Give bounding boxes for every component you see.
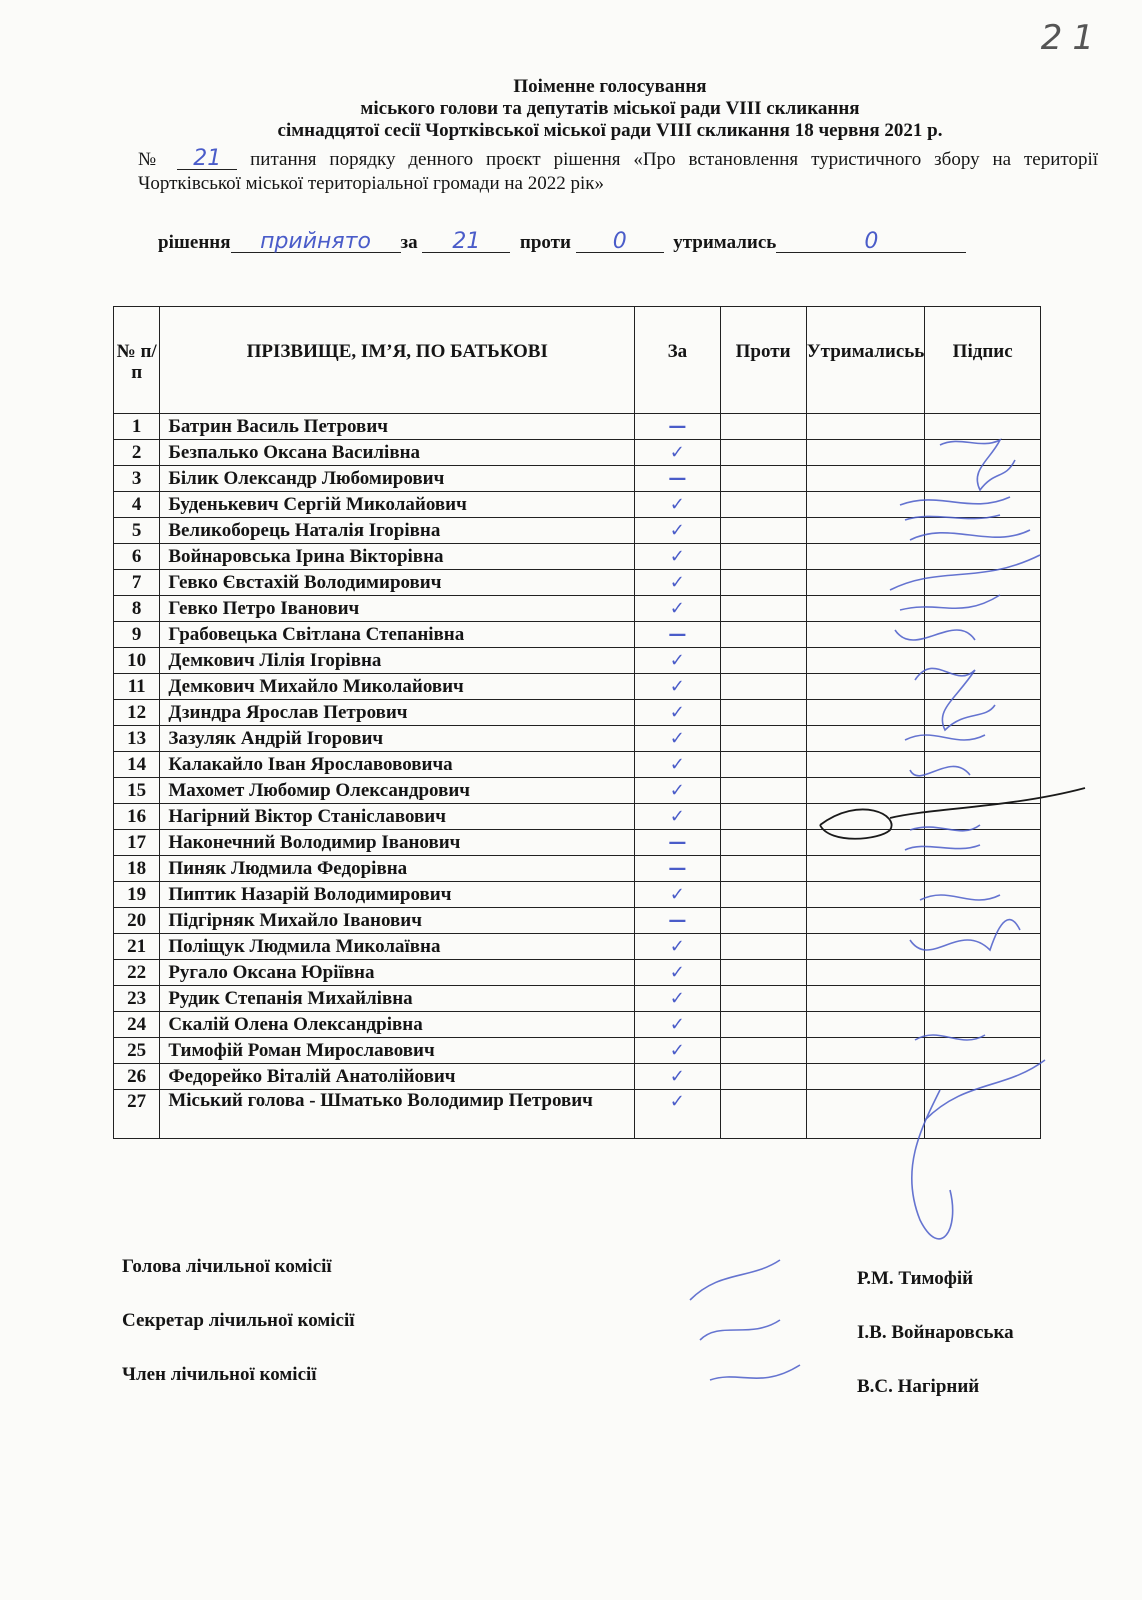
row-number: 25 <box>114 1038 160 1064</box>
signature-cell <box>925 492 1041 518</box>
header-session: сімнадцятої сесії Чортківської міської ради VIII скликання 18 червня 2021 р. <box>277 120 943 141</box>
col-against: Проти <box>720 307 806 414</box>
table-row <box>114 934 1041 960</box>
header-title: Поіменне голосування <box>513 76 707 97</box>
row-number: 17 <box>114 830 160 856</box>
vote-abstain-cell <box>806 726 925 752</box>
agenda-text: питання порядку денного проєкт рішення «Про встановлення туристичного збору на території Чортківської міської територіальної громади на 2022 рік» <box>138 149 1099 194</box>
against-count: 0 <box>576 232 664 253</box>
table-row <box>114 414 1041 440</box>
table-row <box>114 544 1041 570</box>
vote-abstain-cell <box>806 596 925 622</box>
vote-for-mark: — <box>635 908 720 934</box>
decision-result: прийнято <box>231 232 401 253</box>
col-signature: Підпис <box>925 307 1041 414</box>
header-subtitle: міського голови та депутатів міської ради VIII скликання <box>360 98 860 119</box>
vote-for-mark: ✓ <box>635 492 720 518</box>
vote-abstain-cell <box>806 908 925 934</box>
deputy-name: Рудик Степанія Михайлівна <box>160 986 635 1012</box>
signature-cell <box>925 1012 1041 1038</box>
deputy-name: Войнаровська Ірина Вікторівна <box>160 544 635 570</box>
vote-against-cell <box>720 492 806 518</box>
deputy-name: Пиптик Назарій Володимирович <box>160 882 635 908</box>
vote-against-cell <box>720 1012 806 1038</box>
vote-against-cell <box>720 752 806 778</box>
vote-abstain-cell <box>806 544 925 570</box>
table-row <box>114 440 1041 466</box>
vote-for-mark: — <box>635 856 720 882</box>
secretary-label: Секретар лічильної комісії <box>122 1310 355 1331</box>
table-row <box>114 960 1041 986</box>
vote-against-cell <box>720 960 806 986</box>
signature-cell <box>925 934 1041 960</box>
vote-for-mark: ✓ <box>635 1038 720 1064</box>
table-row <box>114 596 1041 622</box>
col-name: ПРІЗВИЩЕ, ІМ’Я, ПО БАТЬКОВІ <box>160 307 635 414</box>
signature-cell <box>925 830 1041 856</box>
deputy-name: Демкович Михайло Миколайович <box>160 674 635 700</box>
row-number: 26 <box>114 1064 160 1090</box>
row-number: 15 <box>114 778 160 804</box>
document-header <box>130 76 1090 142</box>
row-number: 1 <box>114 414 160 440</box>
vote-table <box>113 306 1041 1139</box>
row-number: 12 <box>114 700 160 726</box>
deputy-name: Дзиндра Ярослав Петрович <box>160 700 635 726</box>
table-row <box>114 700 1041 726</box>
vote-against-cell <box>720 830 806 856</box>
col-abstain: Утрималисьь <box>806 307 925 414</box>
signature-cell <box>925 570 1041 596</box>
member-label: Член лічильної комісії <box>122 1364 317 1385</box>
item-number: 21 <box>177 149 237 170</box>
vote-abstain-cell <box>806 830 925 856</box>
vote-against-cell <box>720 648 806 674</box>
vote-abstain-cell <box>806 986 925 1012</box>
deputy-name: Зазуляк Андрій Ігорович <box>160 726 635 752</box>
table-row <box>114 726 1041 752</box>
for-count: 21 <box>422 232 510 253</box>
table-row <box>114 986 1041 1012</box>
vote-abstain-cell <box>806 570 925 596</box>
deputy-name: Нагірний Віктор Станіславович <box>160 804 635 830</box>
table-row <box>114 570 1041 596</box>
vote-against-cell <box>720 622 806 648</box>
table-row <box>114 856 1041 882</box>
signature-cell <box>925 908 1041 934</box>
vote-for-mark: ✓ <box>635 544 720 570</box>
vote-for-mark: ✓ <box>635 570 720 596</box>
vote-for-mark: ✓ <box>635 960 720 986</box>
vote-abstain-cell <box>806 622 925 648</box>
signature-cell <box>925 700 1041 726</box>
vote-table-body <box>114 414 1041 1139</box>
signature-cell <box>925 648 1041 674</box>
deputy-name: Наконечний Володимир Іванович <box>160 830 635 856</box>
vote-abstain-cell <box>806 752 925 778</box>
deputy-name: Великоборець Наталія Ігорівна <box>160 518 635 544</box>
vote-for-mark: — <box>635 414 720 440</box>
vote-for-mark: — <box>635 622 720 648</box>
vote-for-mark: ✓ <box>635 882 720 908</box>
vote-against-cell <box>720 908 806 934</box>
deputy-name: Федорейко Віталій Анатолійович <box>160 1064 635 1090</box>
row-number: 5 <box>114 518 160 544</box>
chair-name: Р.М. Тимофій <box>857 1268 974 1289</box>
vote-for-mark: ✓ <box>635 518 720 544</box>
secretary-name: І.В. Войнаровська <box>857 1322 1014 1343</box>
vote-abstain-cell <box>806 440 925 466</box>
vote-against-cell <box>720 518 806 544</box>
vote-for-mark: — <box>635 830 720 856</box>
signature-cell <box>925 622 1041 648</box>
row-number: 24 <box>114 1012 160 1038</box>
signature-cell <box>925 778 1041 804</box>
deputy-name: Гевко Петро Іванович <box>160 596 635 622</box>
decision-label: рішення <box>158 232 231 253</box>
signature-cell <box>925 726 1041 752</box>
signature-cell <box>925 466 1041 492</box>
member-name: В.С. Нагірний <box>857 1376 980 1397</box>
deputy-name: Скалій Олена Олександрівна <box>160 1012 635 1038</box>
signature-cell <box>925 752 1041 778</box>
vote-against-cell <box>720 596 806 622</box>
table-row <box>114 622 1041 648</box>
vote-table-header <box>114 307 1041 414</box>
vote-against-cell <box>720 934 806 960</box>
row-number: 16 <box>114 804 160 830</box>
vote-abstain-cell <box>806 960 925 986</box>
vote-abstain-cell <box>806 492 925 518</box>
vote-for-mark: ✓ <box>635 596 720 622</box>
vote-against-cell <box>720 1064 806 1090</box>
signature-cell <box>925 440 1041 466</box>
deputy-name: Підгірняк Михайло Іванович <box>160 908 635 934</box>
signature-cell <box>925 986 1041 1012</box>
deputy-name: Міський голова - Шматько Володимир Петрович <box>160 1090 635 1139</box>
vote-against-cell <box>720 674 806 700</box>
deputy-name: Поліщук Людмила Миколаївна <box>160 934 635 960</box>
row-number: 4 <box>114 492 160 518</box>
signature-cell <box>925 960 1041 986</box>
row-number: 18 <box>114 856 160 882</box>
table-row <box>114 518 1041 544</box>
vote-abstain-cell <box>806 518 925 544</box>
row-number: 19 <box>114 882 160 908</box>
deputy-name: Безпалько Оксана Василівна <box>160 440 635 466</box>
vote-for-mark: — <box>635 466 720 492</box>
col-for: За <box>635 307 720 414</box>
vote-abstain-cell <box>806 934 925 960</box>
table-row <box>114 752 1041 778</box>
table-row <box>114 492 1041 518</box>
row-number: 20 <box>114 908 160 934</box>
vote-abstain-cell <box>806 804 925 830</box>
row-number: 21 <box>114 934 160 960</box>
number-sign: № <box>138 149 165 170</box>
row-number: 22 <box>114 960 160 986</box>
vote-for-mark: ✓ <box>635 752 720 778</box>
vote-against-cell <box>720 1090 806 1139</box>
vote-against-cell <box>720 778 806 804</box>
vote-against-cell <box>720 414 806 440</box>
signature-cell <box>925 1090 1041 1139</box>
row-number: 6 <box>114 544 160 570</box>
vote-against-cell <box>720 856 806 882</box>
row-number: 23 <box>114 986 160 1012</box>
table-row <box>114 908 1041 934</box>
row-number: 2 <box>114 440 160 466</box>
vote-for-mark: ✓ <box>635 648 720 674</box>
table-row <box>114 882 1041 908</box>
vote-for-mark: ✓ <box>635 804 720 830</box>
against-label: проти <box>519 232 571 253</box>
vote-against-cell <box>720 440 806 466</box>
vote-against-cell <box>720 570 806 596</box>
vote-against-cell <box>720 882 806 908</box>
deputy-name: Махомет Любомир Олександрович <box>160 778 635 804</box>
chair-label: Голова лічильної комісії <box>122 1256 332 1277</box>
vote-for-mark: ✓ <box>635 726 720 752</box>
vote-for-mark: ✓ <box>635 934 720 960</box>
table-row <box>114 804 1041 830</box>
deputy-name: Калакайло Іван Ярославововича <box>160 752 635 778</box>
signature-cell <box>925 674 1041 700</box>
row-number: 13 <box>114 726 160 752</box>
for-label: за <box>400 232 418 253</box>
row-number: 27 <box>114 1090 160 1139</box>
vote-for-mark: ✓ <box>635 986 720 1012</box>
table-row <box>114 1090 1041 1139</box>
vote-against-cell <box>720 986 806 1012</box>
vote-abstain-cell <box>806 648 925 674</box>
table-row <box>114 1012 1041 1038</box>
deputy-name: Пиняк Людмила Федорівна <box>160 856 635 882</box>
deputy-name: Буденькевич Сергій Миколайович <box>160 492 635 518</box>
page-number: 21 <box>1040 18 1104 58</box>
vote-against-cell <box>720 544 806 570</box>
vote-against-cell <box>720 1038 806 1064</box>
vote-abstain-cell <box>806 1090 925 1139</box>
vote-for-mark: ✓ <box>635 440 720 466</box>
table-row <box>114 674 1041 700</box>
signature-cell <box>925 596 1041 622</box>
decision-line <box>158 229 966 254</box>
signature-cell <box>925 1038 1041 1064</box>
vote-abstain-cell <box>806 1038 925 1064</box>
row-number: 9 <box>114 622 160 648</box>
signature-cell <box>925 544 1041 570</box>
deputy-name: Білик Олександр Любомирович <box>160 466 635 492</box>
deputy-name: Ругало Оксана Юріївна <box>160 960 635 986</box>
signature-cell <box>925 804 1041 830</box>
agenda-item <box>138 148 1098 196</box>
vote-abstain-cell <box>806 1012 925 1038</box>
deputy-name: Грабовецька Світлана Степанівна <box>160 622 635 648</box>
vote-against-cell <box>720 466 806 492</box>
deputy-name: Батрин Василь Петрович <box>160 414 635 440</box>
vote-against-cell <box>720 700 806 726</box>
vote-against-cell <box>720 804 806 830</box>
row-number: 10 <box>114 648 160 674</box>
row-number: 3 <box>114 466 160 492</box>
vote-abstain-cell <box>806 778 925 804</box>
signature-cell <box>925 856 1041 882</box>
col-num: № п/п <box>114 307 160 414</box>
row-number: 7 <box>114 570 160 596</box>
deputy-name: Тимофій Роман Мирославович <box>160 1038 635 1064</box>
row-number: 8 <box>114 596 160 622</box>
vote-abstain-cell <box>806 700 925 726</box>
table-row <box>114 466 1041 492</box>
table-row <box>114 648 1041 674</box>
signature-cell <box>925 1064 1041 1090</box>
vote-for-mark: ✓ <box>635 674 720 700</box>
vote-for-mark: ✓ <box>635 778 720 804</box>
vote-for-mark: ✓ <box>635 1064 720 1090</box>
vote-for-mark: ✓ <box>635 700 720 726</box>
vote-for-mark: ✓ <box>635 1090 720 1139</box>
vote-abstain-cell <box>806 1064 925 1090</box>
table-row <box>114 778 1041 804</box>
row-number: 11 <box>114 674 160 700</box>
table-row <box>114 1038 1041 1064</box>
abstain-label: утримались <box>673 232 777 253</box>
vote-abstain-cell <box>806 856 925 882</box>
signature-cell <box>925 518 1041 544</box>
vote-abstain-cell <box>806 414 925 440</box>
abstain-count: 0 <box>776 232 966 253</box>
deputy-name: Демкович Лілія Ігорівна <box>160 648 635 674</box>
vote-abstain-cell <box>806 674 925 700</box>
vote-for-mark: ✓ <box>635 1012 720 1038</box>
vote-against-cell <box>720 726 806 752</box>
deputy-name: Гевко Євстахій Володимирович <box>160 570 635 596</box>
table-row <box>114 830 1041 856</box>
row-number: 14 <box>114 752 160 778</box>
table-row <box>114 1064 1041 1090</box>
signature-cell <box>925 414 1041 440</box>
vote-abstain-cell <box>806 882 925 908</box>
vote-abstain-cell <box>806 466 925 492</box>
signature-cell <box>925 882 1041 908</box>
